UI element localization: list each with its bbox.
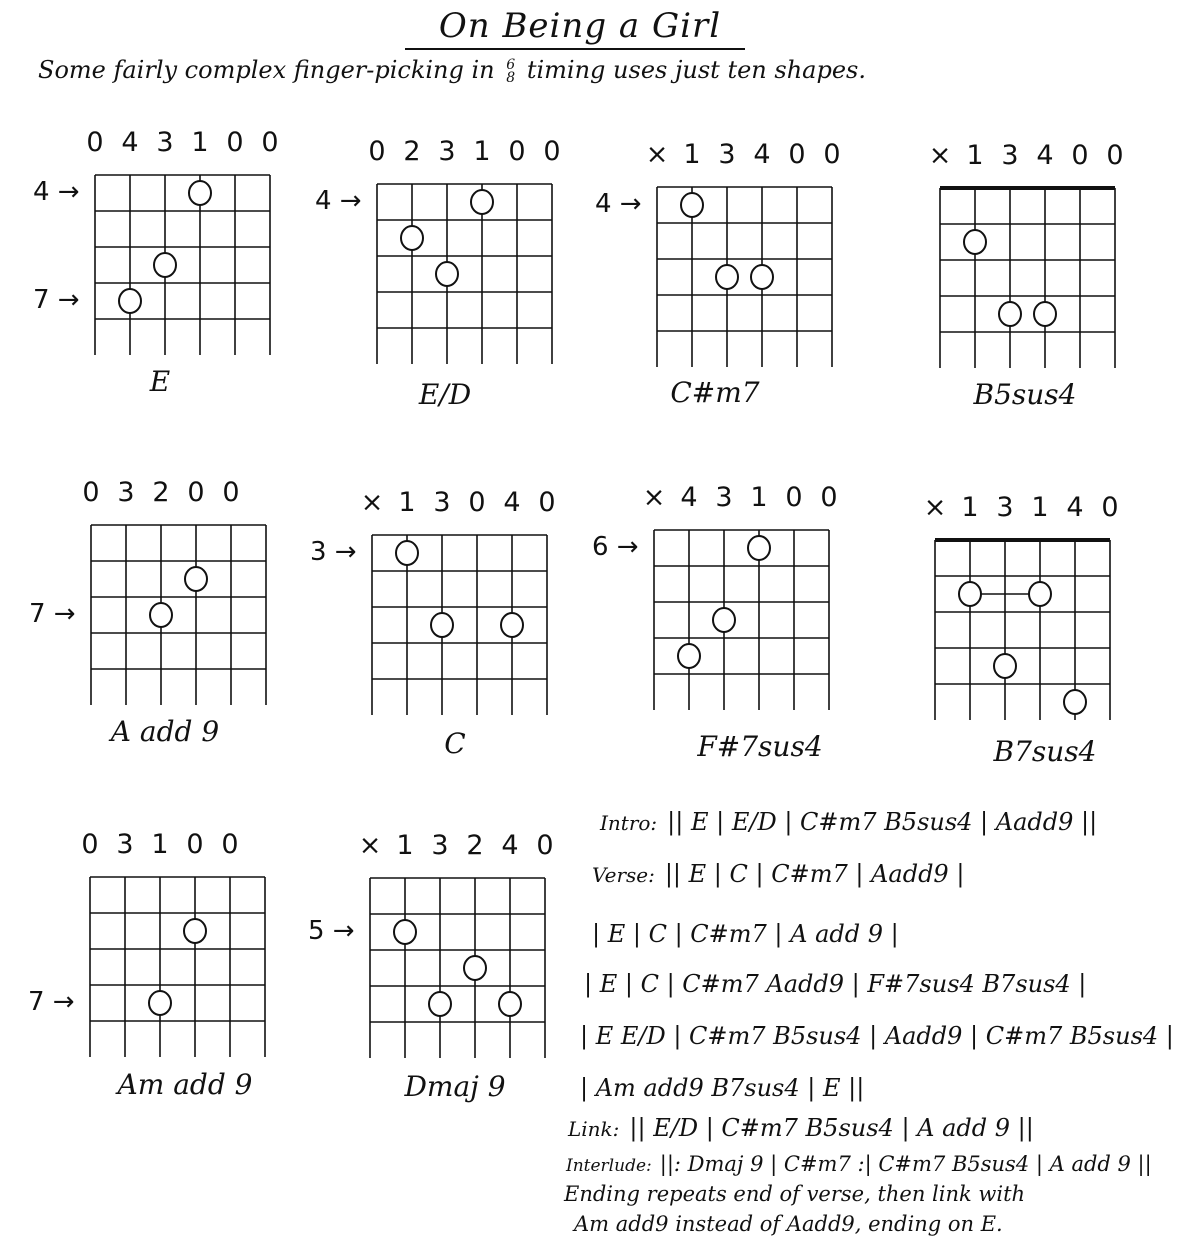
fret-position-label: 5 →	[308, 916, 355, 946]
page-title: On Being a Girl	[438, 6, 722, 46]
subtitle	[38, 56, 866, 85]
finger-number: 4	[753, 139, 771, 170]
fret-position-label: 4 →	[595, 189, 642, 219]
finger-number: ×	[360, 487, 384, 518]
interlude-line	[566, 1152, 1152, 1176]
chord-name: B5sus4	[973, 378, 1077, 411]
finger-number: 1	[750, 482, 768, 513]
verse-label: Verse:	[592, 863, 655, 887]
link-line	[568, 1114, 1034, 1142]
finger-dot	[149, 991, 171, 1015]
chord-grid	[81, 521, 276, 711]
finger-dot	[1029, 582, 1051, 606]
finger-dot	[959, 582, 981, 606]
finger-number: 0	[536, 830, 554, 861]
finger-dot	[1034, 302, 1056, 326]
finger-dot	[716, 265, 738, 289]
chord-name: Am add 9	[117, 1068, 253, 1101]
fret-position-label: 7 →	[33, 285, 80, 315]
finger-number: 0	[222, 477, 240, 508]
finger-number: ×	[645, 139, 669, 170]
finger-number: 0	[221, 829, 239, 860]
title-underline	[405, 48, 745, 50]
chord-grid	[647, 183, 842, 373]
finger-number: 2	[152, 477, 170, 508]
finger-number: 4	[121, 127, 139, 158]
finger-number: 0	[226, 127, 244, 158]
finger-number: 3	[117, 477, 135, 508]
chord-grid	[644, 526, 839, 716]
fret-position-label: 4 →	[33, 177, 80, 207]
finger-number: 4	[1036, 140, 1054, 171]
time-signature-bottom: 8	[506, 69, 516, 86]
finger-dot	[150, 603, 172, 627]
finger-number: 3	[715, 482, 733, 513]
finger-number: 3	[438, 136, 456, 167]
chord-grid	[930, 184, 1125, 374]
finger-number: 0	[788, 139, 806, 170]
finger-number: 0	[82, 477, 100, 508]
finger-dot	[471, 190, 493, 214]
interlude-label: Interlude:	[566, 1156, 652, 1176]
finger-number: 3	[116, 829, 134, 860]
finger-dot	[999, 302, 1021, 326]
subtitle-before: Some fairly complex finger-picking in	[38, 56, 495, 84]
finger-dot	[501, 613, 523, 637]
finger-number: 2	[466, 830, 484, 861]
chord-name: E	[149, 365, 171, 398]
fret-position-label: 7 →	[28, 987, 75, 1017]
interlude-chords: ||: Dmaj 9 | C#m7 :| C#m7 B5sus4 | A add 9 ||	[659, 1152, 1152, 1176]
finger-dot	[713, 608, 735, 632]
finger-dot	[401, 226, 423, 250]
finger-dot	[681, 193, 703, 217]
finger-number: 0	[1071, 140, 1089, 171]
fret-position-label: 6 →	[592, 532, 639, 562]
finger-number: 3	[1001, 140, 1019, 171]
subtitle-after: timing uses just ten shapes.	[526, 56, 866, 84]
finger-number: 3	[996, 492, 1014, 523]
time-signature	[506, 56, 516, 86]
finger-number: 0	[820, 482, 838, 513]
finger-number: 1	[191, 127, 209, 158]
finger-number: 0	[823, 139, 841, 170]
finger-number: 1	[396, 830, 414, 861]
ending-note-2: Am add9 instead of Aadd9, ending on E.	[574, 1212, 1003, 1236]
finger-number: 0	[1106, 140, 1124, 171]
finger-dot	[431, 613, 453, 637]
finger-number: 4	[501, 830, 519, 861]
finger-number: 2	[403, 136, 421, 167]
finger-number: 1	[961, 492, 979, 523]
verse-line-1	[592, 860, 964, 888]
finger-number: ×	[358, 830, 382, 861]
chord-grid	[925, 536, 1120, 726]
intro-label: Intro:	[600, 811, 658, 835]
finger-number: 1	[151, 829, 169, 860]
link-label: Link:	[568, 1117, 620, 1141]
chord-grid	[85, 171, 280, 361]
finger-number: 4	[680, 482, 698, 513]
finger-number: 0	[187, 477, 205, 508]
finger-number: 0	[1101, 492, 1119, 523]
chord-grid	[362, 531, 557, 721]
finger-dot	[189, 181, 211, 205]
fret-position-label: 7 →	[29, 599, 76, 629]
finger-number: 0	[261, 127, 279, 158]
finger-number: 0	[368, 136, 386, 167]
finger-dot	[678, 644, 700, 668]
finger-number: 0	[468, 487, 486, 518]
chord-name: F#7sus4	[697, 730, 823, 763]
fret-position-label: 4 →	[315, 186, 362, 216]
chord-grid	[80, 873, 275, 1063]
verse-line-5: | Am add9 B7sus4 | E ||	[580, 1074, 865, 1102]
fret-position-label: 3 →	[310, 537, 357, 567]
finger-dot	[184, 919, 206, 943]
finger-number: ×	[642, 482, 666, 513]
finger-number: 1	[1031, 492, 1049, 523]
chord-grid	[367, 180, 562, 370]
finger-number: 0	[508, 136, 526, 167]
finger-number: 0	[785, 482, 803, 513]
finger-dot	[751, 265, 773, 289]
chord-name: Dmaj 9	[404, 1070, 506, 1103]
finger-number: 3	[156, 127, 174, 158]
finger-dot	[185, 567, 207, 591]
verse-line-3: | E | C | C#m7 Aadd9 | F#7sus4 B7sus4 |	[584, 970, 1087, 998]
finger-dot	[119, 289, 141, 313]
finger-number: 0	[86, 127, 104, 158]
finger-number: 0	[543, 136, 561, 167]
finger-number: 0	[538, 487, 556, 518]
finger-number: 4	[503, 487, 521, 518]
finger-number: ×	[928, 140, 952, 171]
finger-dot	[394, 920, 416, 944]
finger-number: 1	[398, 487, 416, 518]
finger-number: 0	[186, 829, 204, 860]
finger-dot	[154, 253, 176, 277]
finger-dot	[499, 992, 521, 1016]
finger-number: 1	[966, 140, 984, 171]
finger-dot	[464, 956, 486, 980]
finger-dot	[436, 262, 458, 286]
finger-dot	[429, 992, 451, 1016]
chord-name: B7sus4	[993, 735, 1097, 768]
chord-name: C	[444, 727, 466, 760]
chord-name: A add 9	[110, 715, 220, 748]
finger-number: 3	[431, 830, 449, 861]
finger-number: ×	[923, 492, 947, 523]
finger-dot	[994, 654, 1016, 678]
verse-chords-1: || E | C | C#m7 | Aadd9 |	[664, 860, 965, 888]
finger-dot	[1064, 690, 1086, 714]
intro-line	[600, 808, 1097, 836]
finger-number: 1	[683, 139, 701, 170]
ending-note-1: Ending repeats end of verse, then link with	[564, 1182, 1026, 1206]
finger-number: 0	[81, 829, 99, 860]
link-chords: || E/D | C#m7 B5sus4 | A add 9 ||	[629, 1114, 1034, 1142]
finger-number: 1	[473, 136, 491, 167]
finger-number: 3	[433, 487, 451, 518]
finger-dot	[748, 536, 770, 560]
finger-dot	[396, 541, 418, 565]
chord-name: C#m7	[670, 376, 760, 409]
verse-line-2: | E | C | C#m7 | A add 9 |	[592, 920, 899, 948]
finger-dot	[964, 230, 986, 254]
intro-chords: || E | E/D | C#m7 B5sus4 | Aadd9 ||	[667, 808, 1098, 836]
finger-number: 4	[1066, 492, 1084, 523]
chord-name: E/D	[418, 378, 472, 411]
time-signature-top: 6	[506, 56, 516, 73]
finger-number: 3	[718, 139, 736, 170]
chord-grid	[360, 874, 555, 1064]
verse-line-4: | E E/D | C#m7 B5sus4 | Aadd9 | C#m7 B5sus4 |	[580, 1022, 1174, 1050]
